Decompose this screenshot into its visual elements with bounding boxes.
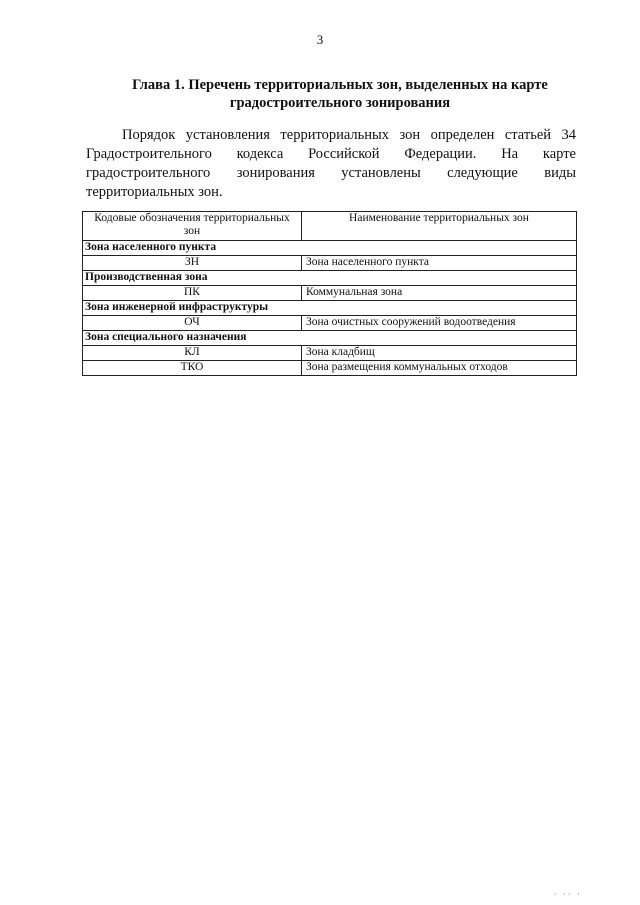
group-title: Производственная зона xyxy=(83,271,577,286)
table-header-row xyxy=(83,212,577,241)
intro-paragraph: Порядок установления территориальных зон определен статьей 34 Градостроительного кодекса Российской Федерации. На карте градостроительного зонирования установлены следующие виды территориальных зон. xyxy=(86,127,576,200)
footer-mark: · ·· · xyxy=(553,889,582,899)
zones-table xyxy=(82,211,577,376)
zone-code: ЗН xyxy=(83,256,302,271)
zone-name: Зона кладбищ xyxy=(302,346,577,361)
table-row xyxy=(83,361,577,376)
zone-name: Зона очистных сооружений водоотведения xyxy=(302,316,577,331)
header-name: Наименование территориальных зон xyxy=(302,212,577,241)
zone-code: ОЧ xyxy=(83,316,302,331)
table-row xyxy=(83,256,577,271)
group-row xyxy=(83,301,577,316)
table-row xyxy=(83,286,577,301)
zone-code: ТКО xyxy=(83,361,302,376)
group-title: Зона населенного пункта xyxy=(83,241,577,256)
zone-code: ПК xyxy=(83,286,302,301)
header-code: Кодовые обозначения территориальных зон xyxy=(83,212,302,241)
zone-name: Зона населенного пункта xyxy=(302,256,577,271)
page-number: 3 xyxy=(316,32,324,47)
zone-code: КЛ xyxy=(83,346,302,361)
zone-name: Коммунальная зона xyxy=(302,286,577,301)
zone-name: Зона размещения коммунальных отходов xyxy=(302,361,577,376)
table-row xyxy=(83,346,577,361)
group-title: Зона специального назначения xyxy=(83,331,577,346)
group-title: Зона инженерной инфраструктуры xyxy=(83,301,577,316)
table-row xyxy=(83,316,577,331)
group-row xyxy=(83,331,577,346)
group-row xyxy=(83,271,577,286)
group-row xyxy=(83,241,577,256)
chapter-title: Глава 1. Перечень территориальных зон, выделенных на карте градостроительного зонирования xyxy=(132,77,548,111)
